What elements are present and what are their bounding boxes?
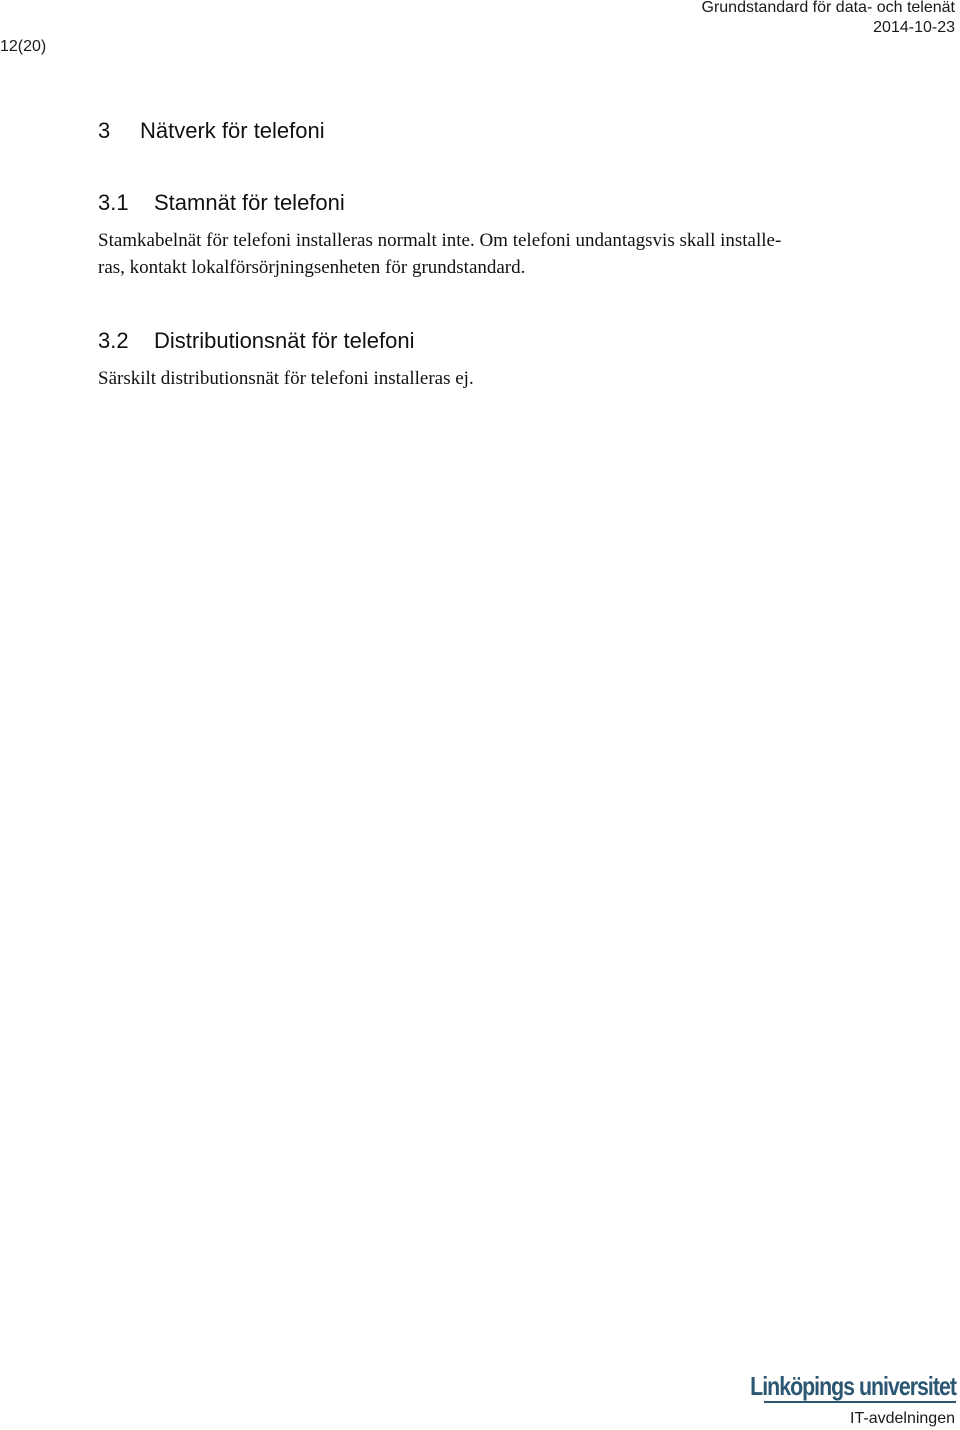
- logo-wordmark: Linköpings universitet: [750, 1371, 956, 1401]
- section-3-2-paragraph: Särskilt distributionsnät för telefoni installeras ej.: [98, 368, 474, 389]
- paragraph-line: ras, kontakt lokalförsörjningsenheten för grundstandard.: [98, 257, 526, 278]
- section-heading-3-1: [98, 189, 345, 217]
- section-number: 3.2: [98, 328, 129, 353]
- document-header: [702, 0, 956, 38]
- paragraph-line: Stamkabelnät för telefoni installeras normalt inte. Om telefoni undantagsvis skall installe-: [98, 230, 782, 251]
- section-number: 3: [98, 118, 111, 143]
- footer-department: IT-avdelningen: [850, 1410, 955, 1427]
- university-logo: [705, 1372, 956, 1403]
- section-heading-3-2: [98, 327, 414, 355]
- section-heading-3: [98, 117, 325, 145]
- logo-underline: [764, 1401, 956, 1403]
- section-title: Distributionsnät för telefoni: [154, 328, 415, 353]
- document-date: 2014-10-23: [873, 19, 955, 36]
- section-title: Nätverk för telefoni: [140, 118, 325, 143]
- section-title: Stamnät för telefoni: [154, 190, 345, 215]
- section-3-1-paragraph: [98, 227, 868, 281]
- page-number: 12(20): [0, 38, 47, 55]
- section-number: 3.1: [98, 190, 129, 215]
- document-title: Grundstandard för data- och telenät: [701, 0, 955, 16]
